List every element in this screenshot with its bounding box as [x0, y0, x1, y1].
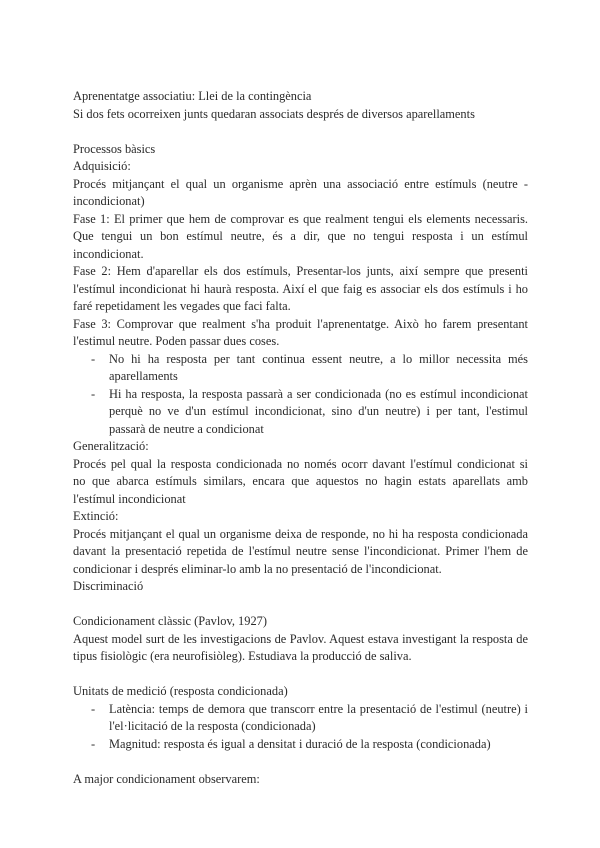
bullet-continuation	[73, 368, 528, 386]
bullet-text: aparellaments	[109, 369, 178, 383]
text-line: l'estímul incondicionat	[73, 491, 186, 506]
text-line: A major condicionament observarem:	[73, 771, 260, 786]
blank-line	[73, 753, 528, 771]
bullet-text: Hi ha resposta, la resposta passarà a ser condicionada (no es estímul incondicionat	[109, 386, 528, 401]
text-line: Discriminació	[73, 579, 144, 593]
blank-line	[73, 596, 528, 614]
text-line: Aprenentatge associatiu: Llei de la contingència	[73, 89, 312, 103]
text-line: Unitats de medició (resposta condicionada)	[73, 684, 288, 698]
text-line: Procés mitjançant el qual un organisme deixa de responde, no hi ha resposta condicionada	[73, 526, 528, 541]
text-line: Fase 2: Hem d'aparellar els dos estímuls, Presentar-los junts, així sempre que presenti	[73, 264, 528, 278]
text-line: davant la presentació repetida de l'estímul neutre sense l'incondicionat. Primer l'hem de	[73, 544, 528, 558]
text-line: condicionar i després eliminar-lo amb la no presentació de l'incondicionat.	[73, 561, 442, 576]
text-line: no que abarca estímuls similars, encara que aquestos no hagin estats aparellats amb	[73, 474, 528, 488]
text-line: faré repetidament les vegades que faci falta.	[73, 299, 291, 313]
document-page	[73, 88, 528, 788]
bullet-dash: -	[91, 386, 96, 401]
bullet-dash: -	[91, 736, 96, 751]
text-line: Generalització:	[73, 439, 149, 453]
blank-line	[73, 666, 528, 684]
text-line: Procés pel qual la resposta condicionada no només ocorr davant l'estímul condicionat si	[73, 456, 528, 471]
text-line: Processos bàsics	[73, 141, 156, 156]
bullet-dash: -	[91, 701, 96, 716]
blank-line	[73, 123, 528, 141]
bullet-text: passarà de neutre a condicionat	[109, 421, 264, 436]
bullet-text: l'el·licitació de la resposta (condicionada)	[109, 719, 316, 733]
text-line: tipus fisiològic (era neurofisiòleg). Estudiava la producció de saliva.	[73, 649, 412, 663]
bullet-text: Magnitud: resposta és igual a densitat i duració de la resposta (condicionada)	[109, 736, 491, 751]
text-line: incondicionat.	[73, 246, 144, 261]
text-line: incondicionat)	[73, 194, 145, 208]
text-line: Procés mitjançant el qual un organisme aprèn una associació entre estímuls (neutre -	[73, 176, 528, 191]
bullet-dash: -	[91, 351, 96, 366]
bullet-item	[73, 351, 528, 369]
text-line: Extinció:	[73, 509, 119, 523]
bullet-item	[73, 386, 528, 404]
text-line: Fase 1: El primer que hem de comprovar es que realment tengui els elements necessaris.	[73, 211, 528, 226]
text-line: Aquest model surt de les investigacions de Pavlov. Aquest estava investigant la resposta de	[73, 631, 528, 646]
bullet-text: perquè no ve d'un estímul incondicionat, sino d'un neutre) i per tant, l'estimul	[109, 404, 528, 418]
bullet-text: Latència: temps de demora que transcorr entre la presentació de l'estimul (neutre) i	[109, 701, 528, 716]
text-line: Fase 3: Comprovar que realment s'ha produit l'aprenentatge. Això ho farem presentant	[73, 316, 528, 331]
text-line: Que tengui un bon estímul neutre, és a dir, que no tengui resposta i un estímul	[73, 229, 528, 243]
bullet-text: No hi ha resposta per tant continua essent neutre, a lo millor necessita més	[109, 351, 528, 366]
bullet-continuation	[73, 718, 528, 736]
text-line: l'estimul neutre. Poden passar dues coses.	[73, 334, 280, 348]
text-line: Adquisició:	[73, 159, 131, 173]
bullet-item	[73, 701, 528, 719]
bullet-continuation	[73, 421, 528, 439]
text-line: l'estímul incondicionat hi haurà resposta. Així el que faig es associar els dos estímuls i ho	[73, 281, 528, 296]
bullet-item	[73, 736, 528, 754]
bullet-continuation	[73, 403, 528, 421]
text-line: Si dos fets ocorreixen junts quedaran associats després de diversos aparellaments	[73, 106, 475, 121]
text-line: Condicionament clàssic (Pavlov, 1927)	[73, 614, 267, 628]
